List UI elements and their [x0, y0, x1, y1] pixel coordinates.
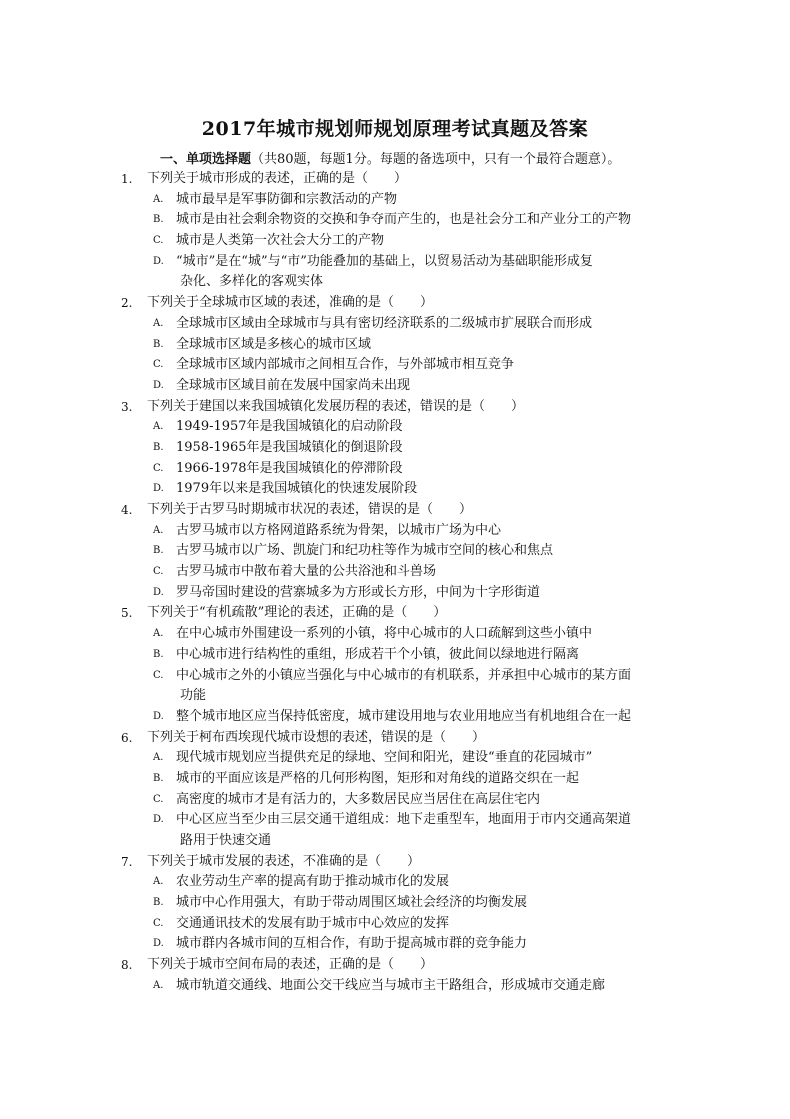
question-stem: 下列关于城市空间布局的表述，正确的是（ ）	[147, 957, 434, 973]
option-letter: A.	[153, 628, 164, 640]
answer-option	[0, 769, 790, 790]
question-item	[0, 728, 790, 852]
option-letter: D.	[153, 255, 164, 267]
answer-option	[0, 645, 790, 666]
option-text-continuation-row	[0, 831, 790, 852]
answer-option-row	[0, 252, 790, 273]
option-letter: C.	[153, 462, 164, 474]
option-letter: B.	[153, 214, 164, 226]
answer-option-row	[0, 521, 790, 542]
answer-option-row	[0, 914, 790, 935]
option-text: 中心城市之外的小镇应当强化与中心城市的有机联系，并承担中心城市的某方面	[176, 667, 632, 683]
option-letter: C.	[153, 793, 164, 805]
answer-option-row	[0, 210, 790, 231]
option-text: 城市是由社会剩余物资的交换和争夺而产生的，也是社会分工和产业分工的产物	[176, 212, 632, 228]
option-letter: D.	[153, 710, 164, 722]
question-number: 2.	[121, 296, 133, 311]
answer-option-row	[0, 790, 790, 811]
answer-option-row	[0, 459, 790, 480]
option-text: 1979年以来是我国城镇化的快速发展阶段	[176, 481, 418, 497]
answer-option-row	[0, 438, 790, 459]
option-text: 1958-1965年是我国城镇化的倒退阶段	[176, 439, 403, 455]
option-text-continuation: 路用于快速交通	[180, 833, 272, 848]
answer-option-row	[0, 562, 790, 583]
option-letter: B.	[153, 338, 164, 350]
answer-option	[0, 355, 790, 376]
option-letter: A.	[153, 979, 164, 991]
answer-option	[0, 583, 790, 604]
question-number: 5.	[121, 606, 133, 621]
option-text: 古罗马城市中散布着大量的公共浴池和斗兽场	[176, 564, 437, 580]
option-letter: A.	[153, 193, 164, 205]
option-letter: C.	[153, 669, 164, 681]
answer-option-row	[0, 417, 790, 438]
answer-option	[0, 479, 790, 500]
answer-option-row	[0, 893, 790, 914]
option-text-continuation: 杂化、多样化的客观实体	[180, 274, 324, 290]
answer-option-row	[0, 355, 790, 376]
answer-option	[0, 252, 790, 293]
option-letter: B.	[153, 441, 164, 453]
answer-option	[0, 521, 790, 542]
option-text: 1966-1978年是我国城镇化的停滞阶段	[176, 460, 403, 476]
option-text: “城市”是在“城”与“市”功能叠加的基础上，以贸易活动为基础职能形成复	[176, 253, 593, 269]
answer-option	[0, 976, 790, 997]
answer-option	[0, 666, 790, 707]
section-label: 一、单项选择题	[160, 152, 252, 167]
option-letter: A.	[153, 421, 164, 433]
question-item	[0, 397, 790, 500]
answer-option-row	[0, 666, 790, 687]
answer-option	[0, 810, 790, 851]
option-letter: B.	[153, 545, 164, 557]
answer-option	[0, 872, 790, 893]
option-text: 城市的平面应该是严格的几何形构图，矩形和对角线的道路交织在一起	[176, 770, 580, 786]
question-number: 1.	[121, 172, 133, 186]
answer-option	[0, 934, 790, 955]
option-letter: C.	[153, 917, 164, 929]
question-stem: 下列关于古罗马时期城市状况的表述，错误的是（ ）	[147, 502, 473, 517]
answer-option-row	[0, 934, 790, 955]
option-letter: A.	[153, 317, 164, 329]
option-text: 城市最早是军事防御和宗教活动的产物	[176, 191, 398, 207]
question-stem-row	[0, 169, 790, 190]
option-letter: D.	[153, 483, 164, 495]
answer-option	[0, 624, 790, 645]
answer-option-row	[0, 376, 790, 397]
option-text: 在中心城市外围建设一系列的小镇，将中心城市的人口疏解到这些小镇中	[176, 626, 593, 642]
section-note: （共80题，每题1分。每题的备选项中，只有一个最符合题意）。	[251, 152, 621, 167]
question-stem: 下列关于柯布西埃现代城市设想的表述，错误的是（ ）	[147, 729, 486, 745]
answer-option-row	[0, 769, 790, 790]
question-number: 8.	[121, 958, 133, 973]
option-letter: A.	[153, 524, 164, 536]
answer-option-row	[0, 872, 790, 893]
option-letter: D.	[153, 379, 164, 391]
answer-option	[0, 914, 790, 935]
answer-option	[0, 335, 790, 356]
question-item	[0, 500, 790, 603]
option-text-continuation-row	[0, 272, 790, 293]
answer-option	[0, 417, 790, 438]
answer-option	[0, 314, 790, 335]
question-stem-row	[0, 603, 790, 624]
option-text: 全球城市区域内部城市之间相互合作，与外部城市相互竞争	[176, 357, 515, 373]
question-stem-row	[0, 500, 790, 521]
option-text: 整个城市地区应当保持低密度，城市建设用地与农业用地应当有机地组合在一起	[176, 708, 632, 724]
option-text: 高密度的城市才是有活力的，大多数居民应当居住在高层住宅内	[176, 791, 541, 807]
answer-option	[0, 707, 790, 728]
answer-option-row	[0, 645, 790, 666]
option-letter: A.	[153, 752, 164, 764]
answer-option-row	[0, 748, 790, 769]
question-item	[0, 169, 790, 293]
option-text: 现代城市规划应当提供充足的绿地、空间和阳光，建设“垂直的花园城市”	[176, 750, 593, 766]
option-text: 城市中心作用强大，有助于带动周围区域社会经济的均衡发展	[176, 895, 528, 911]
question-stem-row	[0, 955, 790, 976]
answer-option	[0, 190, 790, 211]
option-letter: B.	[153, 772, 164, 784]
option-letter: D.	[153, 814, 164, 826]
question-stem: 下列关于“有机疏散”理论的表述，正确的是（ ）	[147, 605, 447, 621]
answer-option-row	[0, 976, 790, 997]
option-text: 古罗马城市以广场、凯旋门和纪功柱等作为城市空间的核心和焦点	[176, 543, 554, 559]
option-text: 交通通讯技术的发展有助于城市中心效应的发挥	[176, 915, 450, 931]
question-list	[0, 169, 790, 997]
option-letter: A.	[153, 876, 164, 888]
question-stem: 下列关于全球城市区域的表述，准确的是（ ）	[147, 295, 434, 311]
answer-option	[0, 376, 790, 397]
question-stem: 下列关于城市形成的表述，正确的是（ ）	[147, 171, 408, 186]
question-stem-row	[0, 852, 790, 873]
option-text: 中心城市进行结构性的重组，形成若干个小镇，彼此间以绿地进行隔离	[176, 646, 580, 662]
answer-option	[0, 459, 790, 480]
answer-option-row	[0, 335, 790, 356]
option-text: 全球城市区域目前在发展中国家尚未出现	[176, 377, 411, 393]
question-item	[0, 955, 790, 996]
answer-option-row	[0, 231, 790, 252]
question-item	[0, 603, 790, 727]
option-text: 罗马帝国时建设的营寨城多为方形或长方形，中间为十字形街道	[176, 584, 541, 600]
answer-option-row	[0, 810, 790, 831]
option-text: 1949-1957年是我国城镇化的启动阶段	[176, 419, 403, 435]
option-text-continuation: 功能	[180, 688, 207, 704]
answer-option	[0, 790, 790, 811]
option-letter: C.	[153, 359, 164, 371]
option-text: 全球城市区域由全球城市与具有密切经济联系的二级城市扩展联合而形成	[176, 315, 593, 331]
answer-option	[0, 438, 790, 459]
option-text: 农业劳动生产率的提高有助于推动城市化的发展	[176, 874, 450, 890]
answer-option-row	[0, 479, 790, 500]
question-stem-row	[0, 397, 790, 418]
answer-option-row	[0, 541, 790, 562]
option-letter: D.	[153, 586, 164, 598]
option-letter: C.	[153, 566, 164, 578]
option-text: 城市轨道交通线、地面公交干线应当与城市主干路组合，形成城市交通走廊	[176, 977, 606, 993]
question-item	[0, 852, 790, 955]
answer-option	[0, 231, 790, 252]
option-text: 城市群内各城市间的互相合作，有助于提高城市群的竞争能力	[176, 936, 528, 952]
question-number: 4.	[121, 503, 133, 517]
section-heading	[160, 148, 620, 167]
option-letter: C.	[153, 235, 164, 247]
option-text: 古罗马城市以方格网道路系统为骨架，以城市广场为中心	[176, 522, 502, 538]
option-letter: D.	[153, 938, 164, 950]
answer-option	[0, 210, 790, 231]
answer-option-row	[0, 624, 790, 645]
question-stem-row	[0, 728, 790, 749]
question-stem: 下列关于建国以来我国城镇化发展历程的表述，错误的是（ ）	[147, 398, 525, 414]
answer-option	[0, 562, 790, 583]
question-number: 6.	[121, 730, 133, 745]
question-number: 3.	[121, 399, 133, 414]
question-item	[0, 293, 790, 396]
question-stem-row	[0, 293, 790, 314]
option-letter: B.	[153, 648, 164, 660]
answer-option	[0, 541, 790, 562]
answer-option-row	[0, 583, 790, 604]
question-number: 7.	[121, 854, 133, 869]
answer-option-row	[0, 190, 790, 211]
option-text-continuation-row	[0, 686, 790, 707]
answer-option-row	[0, 314, 790, 335]
answer-option	[0, 893, 790, 914]
answer-option	[0, 748, 790, 769]
option-letter: B.	[153, 897, 164, 909]
answer-option-row	[0, 707, 790, 728]
option-text: 中心区应当至少由三层交通干道组成：地下走重型车，地面用于市内交通高架道	[176, 812, 632, 828]
document-title: 2017年城市规划师规划原理考试真题及答案	[201, 118, 589, 140]
option-text: 全球城市区域是多核心的城市区域	[176, 336, 372, 352]
option-text: 城市是人类第一次社会大分工的产物	[176, 233, 385, 249]
question-stem: 下列关于城市发展的表述，不准确的是（ ）	[147, 853, 421, 869]
